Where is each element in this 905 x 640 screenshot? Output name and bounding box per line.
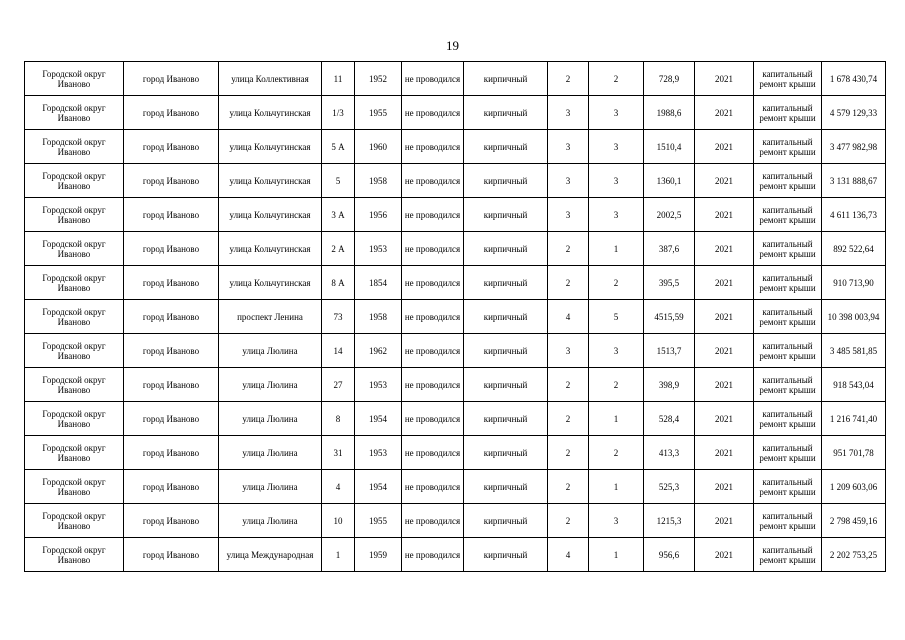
cost-cell: 3 131 888,67 (822, 164, 886, 198)
plan-year-cell: 2021 (695, 198, 754, 232)
table-row (25, 198, 886, 232)
house-number-cell: 1 (322, 538, 355, 572)
works-type-cell: капитальный ремонт крыши (754, 504, 822, 538)
street-cell: улица Кольчугинская (219, 198, 322, 232)
year-built-cell: 1953 (355, 368, 402, 402)
city-cell: город Иваново (124, 368, 219, 402)
street-cell: улица Люлина (219, 436, 322, 470)
plan-year-cell: 2021 (695, 436, 754, 470)
house-number-cell: 4 (322, 470, 355, 504)
floors-cell: 2 (548, 62, 589, 96)
city-cell: город Иваново (124, 232, 219, 266)
table-row (25, 402, 886, 436)
floors-cell: 2 (548, 368, 589, 402)
last-repair-cell: не проводился (402, 334, 464, 368)
municipality-cell: Городской округ Иваново (25, 130, 124, 164)
street-cell: улица Люлина (219, 470, 322, 504)
house-number-cell: 10 (322, 504, 355, 538)
entrances-cell: 3 (589, 96, 644, 130)
plan-year-cell: 2021 (695, 300, 754, 334)
cost-cell: 951 701,78 (822, 436, 886, 470)
table-row (25, 62, 886, 96)
table-body (25, 62, 886, 572)
city-cell: город Иваново (124, 538, 219, 572)
works-type-cell: капитальный ремонт крыши (754, 538, 822, 572)
floors-cell: 4 (548, 538, 589, 572)
wall-material-cell: кирпичный (464, 538, 548, 572)
works-type-cell: капитальный ремонт крыши (754, 164, 822, 198)
entrances-cell: 2 (589, 62, 644, 96)
entrances-cell: 3 (589, 164, 644, 198)
municipality-cell: Городской округ Иваново (25, 266, 124, 300)
cost-cell: 892 522,64 (822, 232, 886, 266)
last-repair-cell: не проводился (402, 402, 464, 436)
area-cell: 728,9 (644, 62, 695, 96)
floors-cell: 2 (548, 470, 589, 504)
floors-cell: 3 (548, 334, 589, 368)
table-row (25, 232, 886, 266)
house-number-cell: 8 А (322, 266, 355, 300)
entrances-cell: 3 (589, 198, 644, 232)
house-number-cell: 5 А (322, 130, 355, 164)
floors-cell: 2 (548, 402, 589, 436)
floors-cell: 3 (548, 130, 589, 164)
floors-cell: 3 (548, 198, 589, 232)
year-built-cell: 1958 (355, 164, 402, 198)
floors-cell: 4 (548, 300, 589, 334)
entrances-cell: 1 (589, 402, 644, 436)
works-type-cell: капитальный ремонт крыши (754, 368, 822, 402)
area-cell: 956,6 (644, 538, 695, 572)
city-cell: город Иваново (124, 504, 219, 538)
house-number-cell: 31 (322, 436, 355, 470)
plan-year-cell: 2021 (695, 402, 754, 436)
area-cell: 413,3 (644, 436, 695, 470)
floors-cell: 3 (548, 96, 589, 130)
area-cell: 1988,6 (644, 96, 695, 130)
table-row (25, 164, 886, 198)
wall-material-cell: кирпичный (464, 164, 548, 198)
table-row (25, 538, 886, 572)
municipality-cell: Городской округ Иваново (25, 504, 124, 538)
year-built-cell: 1953 (355, 436, 402, 470)
floors-cell: 2 (548, 436, 589, 470)
city-cell: город Иваново (124, 266, 219, 300)
street-cell: улица Люлина (219, 334, 322, 368)
last-repair-cell: не проводился (402, 198, 464, 232)
entrances-cell: 1 (589, 470, 644, 504)
house-number-cell: 5 (322, 164, 355, 198)
last-repair-cell: не проводился (402, 62, 464, 96)
entrances-cell: 2 (589, 266, 644, 300)
municipality-cell: Городской округ Иваново (25, 62, 124, 96)
works-type-cell: капитальный ремонт крыши (754, 266, 822, 300)
plan-year-cell: 2021 (695, 470, 754, 504)
year-built-cell: 1955 (355, 96, 402, 130)
municipality-cell: Городской округ Иваново (25, 538, 124, 572)
city-cell: город Иваново (124, 198, 219, 232)
cost-cell: 3 485 581,85 (822, 334, 886, 368)
street-cell: проспект Ленина (219, 300, 322, 334)
house-number-cell: 1/3 (322, 96, 355, 130)
plan-year-cell: 2021 (695, 164, 754, 198)
year-built-cell: 1955 (355, 504, 402, 538)
entrances-cell: 3 (589, 130, 644, 164)
table-row (25, 436, 886, 470)
cost-cell: 918 543,04 (822, 368, 886, 402)
municipality-cell: Городской округ Иваново (25, 436, 124, 470)
street-cell: улица Кольчугинская (219, 130, 322, 164)
plan-year-cell: 2021 (695, 96, 754, 130)
municipality-cell: Городской округ Иваново (25, 232, 124, 266)
wall-material-cell: кирпичный (464, 470, 548, 504)
year-built-cell: 1958 (355, 300, 402, 334)
plan-year-cell: 2021 (695, 232, 754, 266)
year-built-cell: 1952 (355, 62, 402, 96)
house-number-cell: 3 А (322, 198, 355, 232)
last-repair-cell: не проводился (402, 368, 464, 402)
municipality-cell: Городской округ Иваново (25, 300, 124, 334)
entrances-cell: 3 (589, 504, 644, 538)
wall-material-cell: кирпичный (464, 334, 548, 368)
cost-cell: 2 202 753,25 (822, 538, 886, 572)
city-cell: город Иваново (124, 62, 219, 96)
street-cell: улица Кольчугинская (219, 232, 322, 266)
last-repair-cell: не проводился (402, 96, 464, 130)
wall-material-cell: кирпичный (464, 198, 548, 232)
table-row (25, 300, 886, 334)
house-number-cell: 2 А (322, 232, 355, 266)
municipality-cell: Городской округ Иваново (25, 368, 124, 402)
wall-material-cell: кирпичный (464, 368, 548, 402)
works-type-cell: капитальный ремонт крыши (754, 198, 822, 232)
area-cell: 2002,5 (644, 198, 695, 232)
house-number-cell: 14 (322, 334, 355, 368)
street-cell: улица Кольчугинская (219, 164, 322, 198)
year-built-cell: 1956 (355, 198, 402, 232)
house-number-cell: 8 (322, 402, 355, 436)
table-row (25, 96, 886, 130)
street-cell: улица Кольчугинская (219, 96, 322, 130)
municipality-cell: Городской округ Иваново (25, 96, 124, 130)
works-type-cell: капитальный ремонт крыши (754, 232, 822, 266)
entrances-cell: 3 (589, 334, 644, 368)
entrances-cell: 5 (589, 300, 644, 334)
year-built-cell: 1962 (355, 334, 402, 368)
street-cell: улица Кольчугинская (219, 266, 322, 300)
wall-material-cell: кирпичный (464, 130, 548, 164)
street-cell: улица Люлина (219, 402, 322, 436)
year-built-cell: 1960 (355, 130, 402, 164)
works-type-cell: капитальный ремонт крыши (754, 130, 822, 164)
cost-cell: 1 216 741,40 (822, 402, 886, 436)
plan-year-cell: 2021 (695, 368, 754, 402)
street-cell: улица Коллективная (219, 62, 322, 96)
table-row (25, 130, 886, 164)
municipality-cell: Городской округ Иваново (25, 164, 124, 198)
wall-material-cell: кирпичный (464, 436, 548, 470)
works-type-cell: капитальный ремонт крыши (754, 334, 822, 368)
entrances-cell: 1 (589, 232, 644, 266)
year-built-cell: 1954 (355, 470, 402, 504)
last-repair-cell: не проводился (402, 470, 464, 504)
area-cell: 528,4 (644, 402, 695, 436)
year-built-cell: 1959 (355, 538, 402, 572)
municipality-cell: Городской округ Иваново (25, 402, 124, 436)
street-cell: улица Люлина (219, 504, 322, 538)
repair-program-table (24, 61, 886, 572)
house-number-cell: 73 (322, 300, 355, 334)
cost-cell: 4 611 136,73 (822, 198, 886, 232)
last-repair-cell: не проводился (402, 538, 464, 572)
year-built-cell: 1854 (355, 266, 402, 300)
last-repair-cell: не проводился (402, 232, 464, 266)
table-row (25, 504, 886, 538)
plan-year-cell: 2021 (695, 130, 754, 164)
plan-year-cell: 2021 (695, 266, 754, 300)
city-cell: город Иваново (124, 96, 219, 130)
area-cell: 1215,3 (644, 504, 695, 538)
cost-cell: 1 209 603,06 (822, 470, 886, 504)
page-number: 19 (446, 38, 459, 53)
works-type-cell: капитальный ремонт крыши (754, 96, 822, 130)
entrances-cell: 2 (589, 436, 644, 470)
year-built-cell: 1954 (355, 402, 402, 436)
wall-material-cell: кирпичный (464, 266, 548, 300)
area-cell: 1360,1 (644, 164, 695, 198)
area-cell: 398,9 (644, 368, 695, 402)
street-cell: улица Люлина (219, 368, 322, 402)
city-cell: город Иваново (124, 470, 219, 504)
table-row (25, 368, 886, 402)
entrances-cell: 2 (589, 368, 644, 402)
wall-material-cell: кирпичный (464, 62, 548, 96)
area-cell: 387,6 (644, 232, 695, 266)
table-row (25, 266, 886, 300)
street-cell: улица Международная (219, 538, 322, 572)
city-cell: город Иваново (124, 130, 219, 164)
wall-material-cell: кирпичный (464, 504, 548, 538)
area-cell: 395,5 (644, 266, 695, 300)
cost-cell: 4 579 129,33 (822, 96, 886, 130)
wall-material-cell: кирпичный (464, 232, 548, 266)
wall-material-cell: кирпичный (464, 300, 548, 334)
table-row (25, 334, 886, 368)
cost-cell: 3 477 982,98 (822, 130, 886, 164)
year-built-cell: 1953 (355, 232, 402, 266)
cost-cell: 2 798 459,16 (822, 504, 886, 538)
floors-cell: 2 (548, 504, 589, 538)
cost-cell: 910 713,90 (822, 266, 886, 300)
municipality-cell: Городской округ Иваново (25, 470, 124, 504)
works-type-cell: капитальный ремонт крыши (754, 470, 822, 504)
last-repair-cell: не проводился (402, 300, 464, 334)
works-type-cell: капитальный ремонт крыши (754, 62, 822, 96)
table-row (25, 470, 886, 504)
floors-cell: 2 (548, 266, 589, 300)
municipality-cell: Городской округ Иваново (25, 334, 124, 368)
plan-year-cell: 2021 (695, 538, 754, 572)
cost-cell: 1 678 430,74 (822, 62, 886, 96)
works-type-cell: капитальный ремонт крыши (754, 300, 822, 334)
area-cell: 4515,59 (644, 300, 695, 334)
last-repair-cell: не проводился (402, 130, 464, 164)
last-repair-cell: не проводился (402, 504, 464, 538)
city-cell: город Иваново (124, 436, 219, 470)
entrances-cell: 1 (589, 538, 644, 572)
plan-year-cell: 2021 (695, 62, 754, 96)
city-cell: город Иваново (124, 164, 219, 198)
cost-cell: 10 398 003,94 (822, 300, 886, 334)
municipality-cell: Городской округ Иваново (25, 198, 124, 232)
city-cell: город Иваново (124, 300, 219, 334)
plan-year-cell: 2021 (695, 334, 754, 368)
area-cell: 1510,4 (644, 130, 695, 164)
plan-year-cell: 2021 (695, 504, 754, 538)
last-repair-cell: не проводился (402, 266, 464, 300)
works-type-cell: капитальный ремонт крыши (754, 402, 822, 436)
floors-cell: 2 (548, 232, 589, 266)
house-number-cell: 27 (322, 368, 355, 402)
wall-material-cell: кирпичный (464, 402, 548, 436)
last-repair-cell: не проводился (402, 164, 464, 198)
area-cell: 525,3 (644, 470, 695, 504)
wall-material-cell: кирпичный (464, 96, 548, 130)
city-cell: город Иваново (124, 334, 219, 368)
house-number-cell: 11 (322, 62, 355, 96)
area-cell: 1513,7 (644, 334, 695, 368)
floors-cell: 3 (548, 164, 589, 198)
works-type-cell: капитальный ремонт крыши (754, 436, 822, 470)
city-cell: город Иваново (124, 402, 219, 436)
last-repair-cell: не проводился (402, 436, 464, 470)
